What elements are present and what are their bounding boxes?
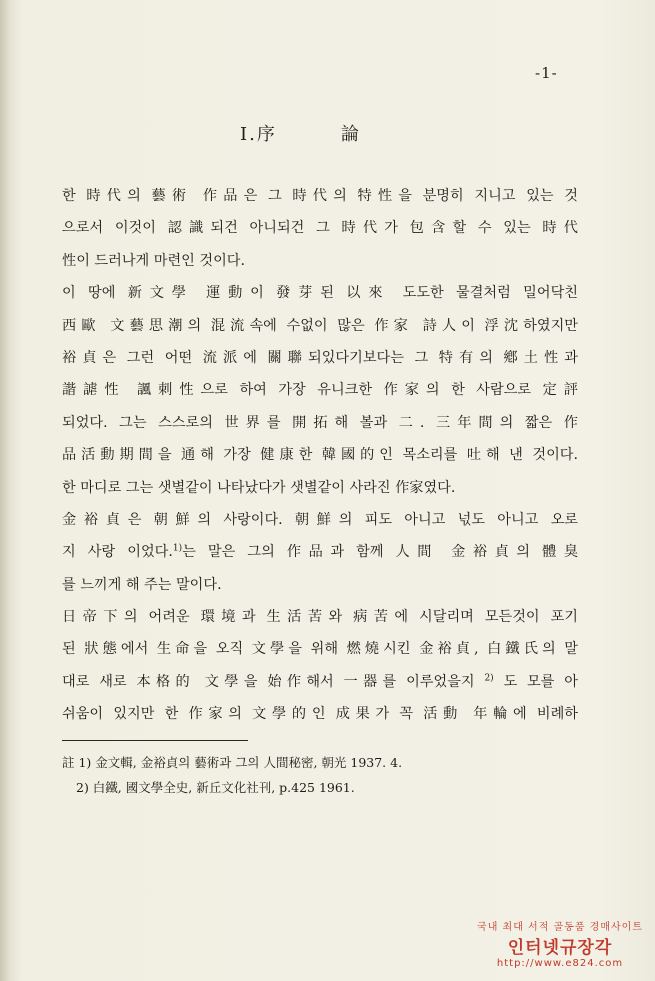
text-line: 金裕貞은 朝鮮의 사랑이다. 朝鮮의 피도 아니고 넋도 아니고 오로 <box>62 511 578 528</box>
text-line: 이 땅에 新文學 運動이 發芽된 以來 도도한 물결처럼 밀어닥친 <box>62 285 578 302</box>
section-title <box>240 120 361 146</box>
text-line: 諧謔性 諷刺性으로 하여 가장 유니크한 作家의 한 사람으로 定評 <box>62 382 578 399</box>
text-line: 品活動期間을 通해 가장 健康한 韓國的인 목소리를 吐해 낸 것이다. <box>62 447 578 464</box>
text-line: 를 느끼게 해 주는 말이다. <box>62 576 222 593</box>
text-fragment: 도 모를 아 <box>503 673 578 690</box>
text-line: 된 狀態에서 生命을 오직 文學을 위해 燃燒시킨 金裕貞, 白鐵氏의 말 <box>62 641 578 658</box>
text-line: 裕貞은 그런 어떤 流派에 關聯되있다기보다는 그 特有의 鄕土性과 <box>62 349 578 366</box>
text-line: 性이 드러나게 마련인 것이다. <box>62 252 245 269</box>
text-line: 日帝下의 어려운 環境과 生活苦와 病苦에 시달리며 모든것이 포기 <box>62 609 578 626</box>
watermark <box>477 918 643 969</box>
text-line: 한 時代의 藝術 作品은 그 時代의 特性을 분명히 지니고 있는 것 <box>62 188 578 204</box>
text-fragment: 지 사랑 이었다. <box>62 544 173 561</box>
text-line: 한 마디로 그는 샛별같이 나타났다가 샛별같이 사라진 作家였다. <box>62 479 456 496</box>
text-line: 으로서 이것이 認識되건 아니되건 그 時代가 包含할 수 있는 時代 <box>62 220 578 237</box>
text-line <box>62 536 578 568</box>
footnote-1: 註 1) 金文輯, 金裕貞의 藝術과 그의 人間秘密, 朝光 1937. 4. <box>62 755 403 770</box>
footnotes <box>62 750 402 800</box>
section-title-char-2: 論 <box>340 124 361 145</box>
watermark-tagline: 국내 최대 서적 골동품 경매사이트 <box>477 922 643 933</box>
page-number: -1- <box>535 64 558 82</box>
footnote-divider <box>62 740 248 741</box>
text-fragment: 는 말은 그의 作品과 함께 人間 金裕貞의 體臭 <box>182 544 578 561</box>
text-line: 되었다. 그는 스스로의 世界를 開拓해 볼과 二. 三年間의 짧은 作 <box>62 414 578 431</box>
text-line <box>62 666 578 698</box>
section-number: Ⅰ. <box>240 124 257 145</box>
body-text <box>62 180 578 731</box>
watermark-url: http://www.e824.com <box>496 958 624 969</box>
text-line: 西歐 文藝思潮의 混流속에 수없이 많은 作家 詩人이 浮沈하였지만 <box>62 317 578 334</box>
footnote-mark-1: 1) <box>172 543 183 554</box>
text-fragment: 대로 새로 本格的 文學을 始作해서 一器를 이루었을지 <box>62 673 475 690</box>
watermark-brand: 인터넷규장각 <box>507 938 613 958</box>
section-title-char-1: 序 <box>256 124 277 145</box>
text-line: 쉬움이 있지만 한 作家의 文學的인 成果가 꼭 活動 年輪에 비례하 <box>62 706 578 723</box>
footnote-mark-2: 2) <box>484 673 494 684</box>
footnote-2: 2) 白鐵, 國文學全史, 新丘文化社刊, p.425 1961. <box>76 780 355 795</box>
